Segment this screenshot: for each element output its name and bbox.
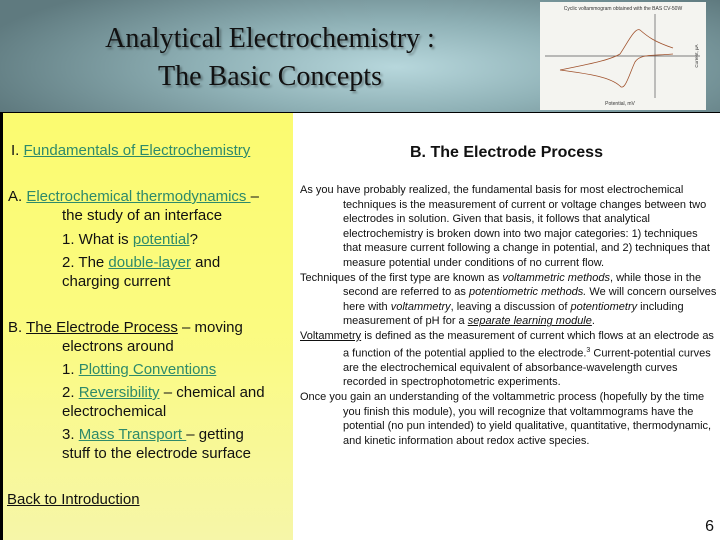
mass-transport-link[interactable]: Mass Transport	[78, 426, 187, 443]
fundamentals-link[interactable]: Fundamentals of Electrochemistry	[23, 142, 251, 159]
outline-b: B. The Electrode Process – moving	[8, 319, 243, 336]
thermodynamics-link[interactable]: Electrochemical thermodynamics	[26, 188, 251, 205]
title-line-2: The Basic Concepts	[158, 61, 382, 92]
outline-a-2: 2. The double-layer and	[62, 254, 221, 271]
double-layer-link[interactable]: double-layer	[108, 254, 191, 271]
paragraph-3: Voltammetry is defined as the measurement of current which flows at an electrode as a function of the potential applied to the electrode.$^3$ Current-potential curves are the electrochemical equivalent of absorbance-wavelength curves recorded in spectrophotometric experiments.	[300, 329, 714, 389]
cyclic-voltammogram-image	[540, 2, 706, 110]
paragraph-4: Once you gain an understanding of the voltammetric process (hopefully by the time you finish this module), you will recognize that voltammograms have the potential (no pun intended) to yield qualitative, quantitative, thermodynamic, and kinetic information about redox active species.	[300, 390, 712, 447]
content-panel	[293, 113, 720, 540]
title-banner	[0, 0, 720, 112]
back-to-introduction-link[interactable]: Back to Introduction	[7, 491, 140, 508]
voltammetry-link[interactable]: Voltammetry	[300, 329, 362, 342]
outline-b-2: 2. Reversibility – chemical and	[62, 384, 265, 401]
page-title	[40, 20, 500, 96]
separate-module-link[interactable]: separate learning module	[467, 315, 592, 328]
page-number: 6	[705, 518, 714, 535]
paragraph-2: Techniques of the first type are known as voltammetric methods, while those in the second are referred to as potentiometric methods. We will concern ourselves here with voltammetry, leaving a discussion of potentiometry including measurement of pH for a separate learning module.	[300, 271, 717, 328]
graph-xlabel: Potential, mV	[605, 101, 635, 107]
potential-link[interactable]: potential	[132, 231, 190, 248]
outline-a-2-cont: charging current	[62, 273, 171, 290]
graph-ylabel: Current, µA	[694, 44, 699, 68]
outline-b-1: 1. Plotting Conventions	[62, 361, 217, 378]
plotting-conventions-link[interactable]: Plotting Conventions	[78, 361, 217, 378]
electrode-process-link[interactable]: The Electrode Process	[26, 319, 178, 336]
outline-b-2-cont: electrochemical	[62, 403, 167, 420]
section-heading: B. The Electrode Process	[410, 144, 603, 161]
outline-a-1: 1. What is potential?	[62, 231, 198, 248]
outline-panel	[3, 113, 293, 540]
outline-b-desc: electrons around	[62, 338, 174, 355]
section-heading: I. Fundamentals of Electrochemistry	[11, 142, 251, 159]
title-line-1: Analytical Electrochemistry :	[105, 23, 435, 54]
outline-a: A. Electrochemical thermodynamics –	[8, 188, 259, 205]
outline-b-3: 3. Mass Transport – getting	[62, 426, 244, 443]
graph-title: Cyclic voltammogram obtained with the BAS CV-50W	[563, 6, 683, 12]
content-body	[300, 183, 718, 448]
outline-b-3-cont: stuff to the electrode surface	[62, 445, 252, 462]
paragraph-1: As you have probably realized, the fundamental basis for most electrochemical techniques is the measurement of current or voltage changes between two electrodes in solution. Given that basis, it follows that analytical electrochemistry is broken down into two major categories: 1) techniques that measure current following a change in potential, and 2) techniques that measure potential under conditions of no current flow.	[300, 184, 710, 269]
outline-a-desc: the study of an interface	[62, 207, 223, 224]
reversibility-link[interactable]: Reversibility	[78, 384, 160, 401]
